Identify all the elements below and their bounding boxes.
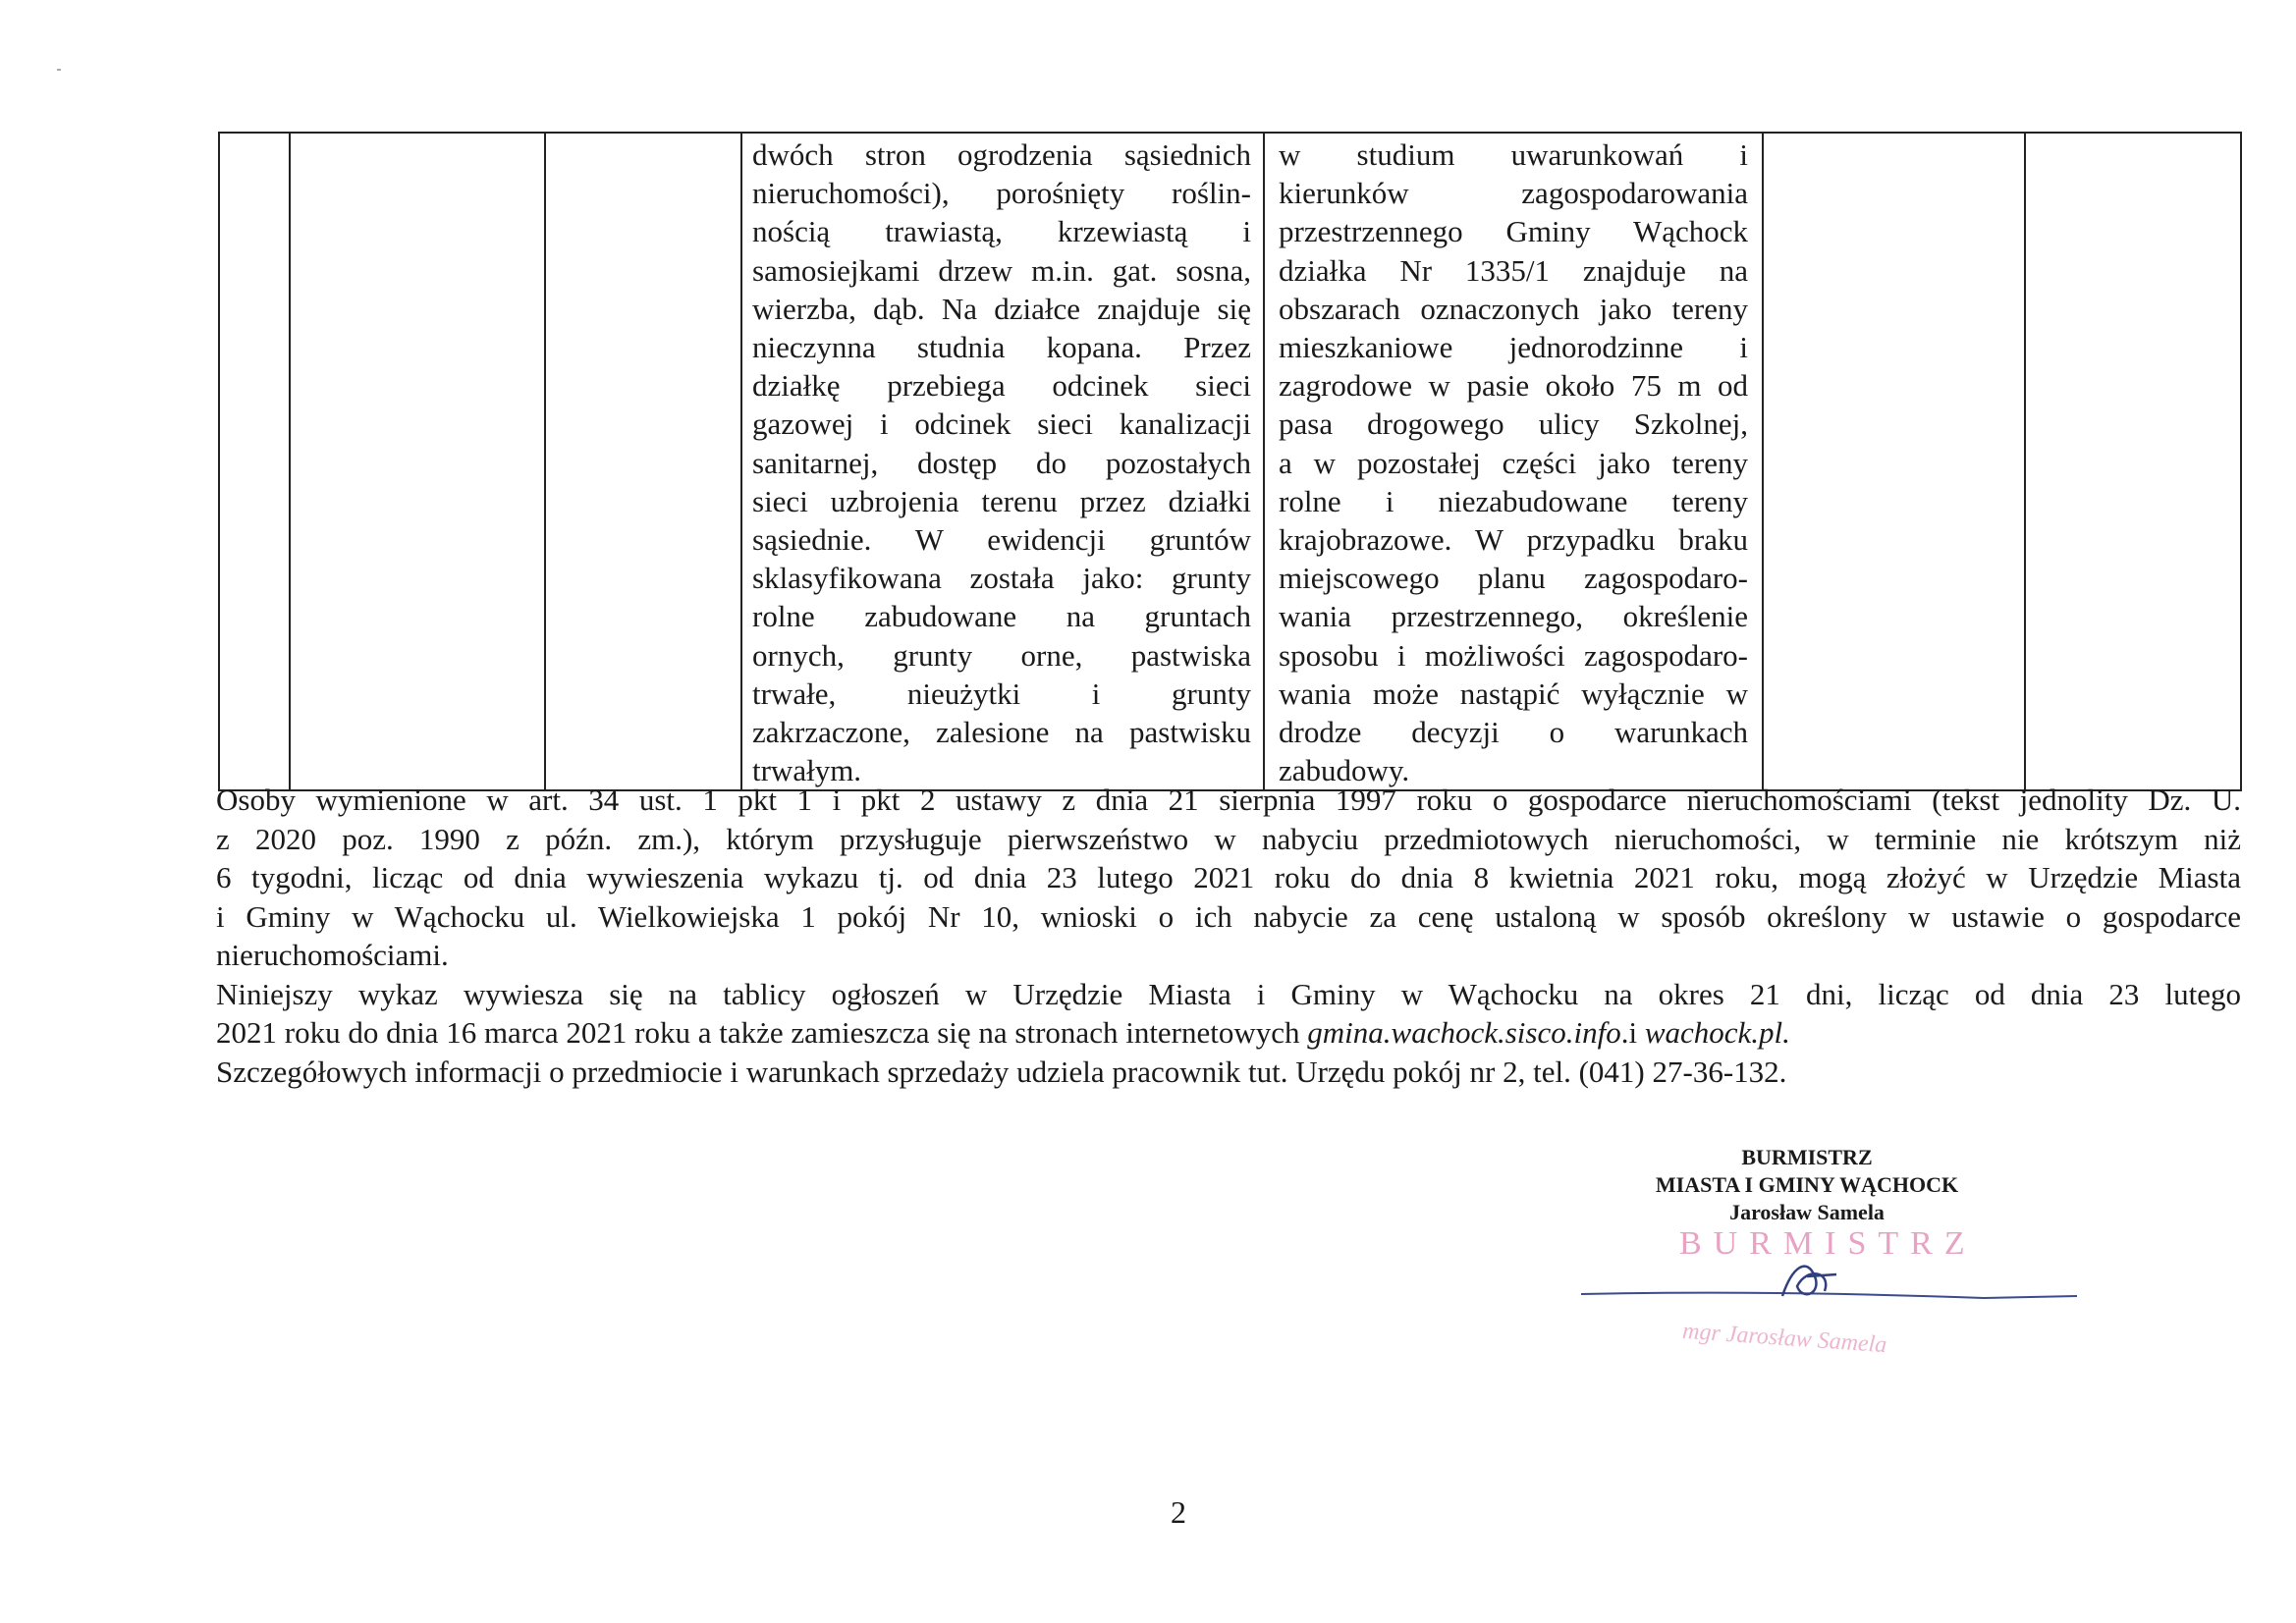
planning-line: zagrodowe w pasie około 75 m od: [1279, 368, 1748, 404]
planning-line: przestrzennego Gminy Wąchock: [1279, 214, 1748, 249]
description-line: nieczynna studnia kopana. Przez: [752, 330, 1251, 365]
description-line: nieruchomości), porośnięty roślin-: [752, 176, 1251, 211]
priority-rights-paragraph: [216, 781, 2241, 975]
description-line: działkę przebiega odcinek sieci: [752, 368, 1251, 404]
planning-line: rolne i niezabudowane tereny: [1279, 483, 1748, 518]
posting-line-text: 2021 roku do dnia 16 marca 2021 roku a także zamieszcza się na stronach internetowych: [216, 1015, 1300, 1050]
planning-line: wania przestrzennego, określenie: [1279, 599, 1748, 634]
posting-line: [216, 1013, 2241, 1053]
priority-rights-line: i Gminy w Wąchocku ul. Wielkowiejska 1 pokój Nr 10, wnioski o ich nabycie za cenę ustaloną w sposób określony w ustawie o gospodarce: [216, 898, 2241, 934]
posting-paragraph: [216, 975, 2241, 1053]
scan-speck: [57, 69, 61, 71]
description-line: dwóch stron ogrodzenia sąsiednich: [752, 137, 1251, 172]
planning-designation: [1265, 134, 1762, 789]
planning-line: w studium uwarunkowań i: [1279, 137, 1748, 172]
mayor-name: Jarosław Samela: [1729, 1200, 1885, 1224]
priority-rights-line: nieruchomościami.: [216, 938, 449, 972]
description-line: rolne zabudowane na gruntach: [752, 599, 1251, 634]
priority-rights-line: z 2020 poz. 1990 z późn. zm.), którym przysługuje pierwszeństwo w nabyciu przedmiotowych nieruchomości, w terminie nie krótszym niż: [216, 821, 2241, 856]
planning-line: obszarach oznaczonych jako tereny: [1279, 291, 1748, 326]
description-line: ornych, grunty orne, pastwiska: [752, 637, 1251, 673]
website-separator: .i: [1620, 1015, 1638, 1050]
property-table: [218, 132, 2242, 791]
notice-text: [216, 781, 2241, 1091]
priority-rights-line: 6 tygodni, licząc od dnia wywieszenia wykazu tj. od dnia 23 lutego 2021 roku do dnia 8 kwietnia 2021 roku, mogą złożyć w Urzędzie Miasta: [216, 860, 2241, 894]
table-cell-description: [741, 133, 1264, 790]
planning-line: krajobrazowe. W przypadku braku: [1279, 522, 1748, 558]
table-cell-price: [1763, 133, 2025, 790]
description-line: wierzba, dąb. Na działce znajduje się: [752, 291, 1251, 326]
description-line: sieci uzbrojenia terenu przez działki: [752, 483, 1251, 518]
property-description: [742, 134, 1263, 789]
description-line: zakrzaczone, zalesione na pastwisku: [752, 715, 1251, 750]
description-line: gazowej i odcinek sieci kanalizacji: [752, 406, 1251, 442]
planning-line: drodze decyzji o warunkach: [1279, 715, 1748, 750]
description-line: sanitarnej, dostęp do pozostałych: [752, 445, 1251, 480]
description-line: samosiejkami drzew m.in. gat. sosna,: [752, 252, 1251, 288]
website-link[interactable]: wachock.pl.: [1644, 1015, 1790, 1050]
contact-paragraph: [216, 1053, 2241, 1092]
handwritten-signature: [1571, 1247, 2082, 1306]
mayor-title: BURMISTRZ: [1741, 1145, 1873, 1169]
mayor-office: MIASTA I GMINY WĄCHOCK: [1655, 1172, 1959, 1197]
priority-rights-line: Osoby wymienione w art. 34 ust. 1 pkt 1 i pkt 2 ustawy z dnia 21 sierpnia 1997 roku o gospodarce nieruchomościami (tekst jednolity Dz. U.: [216, 783, 2241, 817]
stamp-name: mgr Jarosław Samela: [1681, 1318, 1888, 1359]
planning-line: sposobu i możliwości zagospodaro-: [1279, 637, 1748, 673]
planning-line: pasa drogowego ulicy Szkolnej,: [1279, 406, 1748, 442]
contact-line: Szczegółowych informacji o przedmiocie i warunkach sprzedaży udziela pracownik tut. Urzędu pokój nr 2, tel. (041) 27-36-132.: [216, 1054, 1787, 1089]
table-cell-notes: [2025, 133, 2241, 790]
table-cell-area: [545, 133, 741, 790]
planning-line: wania może nastąpić wyłącznie w: [1279, 676, 1748, 711]
planning-line: zabudowy.: [1279, 753, 1410, 788]
description-line: trwałe, nieużytki i grunty: [752, 676, 1251, 711]
table-cell-planning: [1264, 133, 1763, 790]
stamp-title: BURMISTRZ: [1679, 1225, 1977, 1262]
website-link[interactable]: gmina.wachock.sisco.info: [1307, 1015, 1621, 1050]
description-line: sąsiednie. W ewidencji gruntów: [752, 522, 1251, 558]
signature-block: [1571, 1144, 2043, 1226]
page-number: 2: [1171, 1494, 1186, 1530]
table-cell-lp: [219, 133, 290, 790]
table-cell-plot-number: [290, 133, 545, 790]
planning-line: działka Nr 1335/1 znajduje na: [1279, 252, 1748, 288]
planning-line: miejscowego planu zagospodaro-: [1279, 561, 1748, 596]
description-line: nością trawiastą, krzewiastą i: [752, 214, 1251, 249]
table-row: [219, 133, 2241, 790]
planning-line: kierunków zagospodarowania: [1279, 176, 1748, 211]
posting-line: Niniejszy wykaz wywiesza się na tablicy ogłoszeń w Urzędzie Miasta i Gminy w Wąchocku na okres 21 dni, licząc od dnia 23 lutego: [216, 976, 2241, 1011]
planning-line: a w pozostałej części jako tereny: [1279, 445, 1748, 480]
description-line: sklasyfikowana została jako: grunty: [752, 561, 1251, 596]
planning-line: mieszkaniowe jednorodzinne i: [1279, 330, 1748, 365]
description-line: trwałym.: [752, 753, 862, 788]
